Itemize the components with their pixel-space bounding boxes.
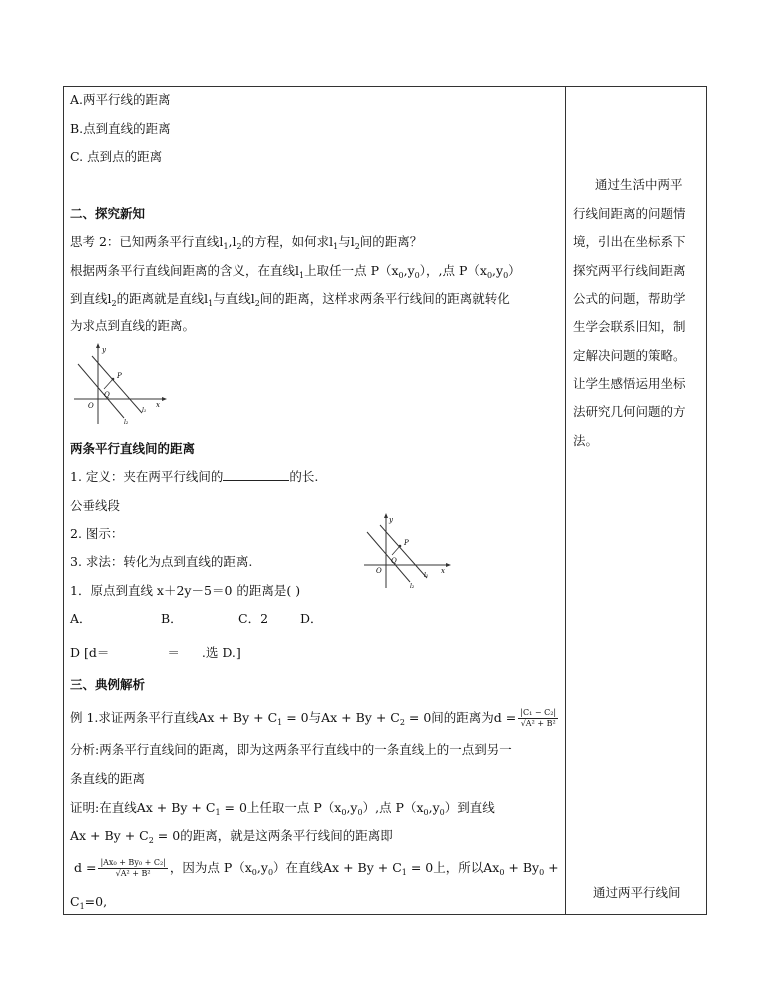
point-distance-formula: $\frac{\text{|Ax₀ + By₀ + C₂|}}{\text{√A² + B²}}$ xyxy=(100,858,166,878)
fill-blank xyxy=(223,468,289,481)
svg-text:l₁: l₁ xyxy=(142,407,147,414)
parallel-lines-figure-2 xyxy=(362,512,452,590)
side-note-6: 生学会联系旧知，制 xyxy=(573,319,686,334)
distance-formula: $\frac{\text{|C₁ − C₂|}}{\text{√A² + B²}}$ xyxy=(520,708,557,728)
option-b: B.点到直线的距离 xyxy=(70,121,171,136)
analysis-line-2: 条直线的距离 xyxy=(70,771,146,786)
paragraph-3: 为求点到直线的距离。 xyxy=(70,318,196,333)
side-note-4: 探究两平行线间距离 xyxy=(573,263,686,278)
svg-text:l₁: l₁ xyxy=(424,572,429,579)
paragraph-2: 到直线$l_2$的距离就是直线$l_1$与直线$l_2$间的距离，这样求两条平行线间的距离就转化 xyxy=(70,291,510,308)
svg-text:x: x xyxy=(441,567,445,575)
definition-item: 1. 定义：夹在两平行线间的 的长. xyxy=(70,469,319,484)
analysis-line-1: 分析:两条平行直线间的距离，即为这两条平行直线中的一条直线上的一点到另一 xyxy=(70,742,512,757)
side-note-5: 公式的问题，帮助学 xyxy=(573,291,686,306)
svg-text:y: y xyxy=(102,346,106,354)
svg-text:x: x xyxy=(156,401,160,409)
side-note-8: 让学生感悟运用坐标 xyxy=(573,376,686,391)
svg-text:Q: Q xyxy=(391,557,397,565)
side-note-bottom: 通过两平行线间 xyxy=(593,885,681,900)
side-note-1: 通过生活中两平 xyxy=(595,177,683,192)
definition-answer: 公垂线段 xyxy=(70,498,121,513)
side-note-7: 定解决问题的策略。 xyxy=(573,348,686,363)
diagram-item: 2. 图示： xyxy=(70,526,124,541)
svg-text:P: P xyxy=(404,539,409,547)
proof-line-4: $C_1=0$, xyxy=(70,894,108,911)
option-c: C. 点到点的距离 xyxy=(70,149,163,164)
method-item: 3. 求法：转化为点到直线的距离. xyxy=(70,554,253,569)
paragraph-1: 根据两条平行直线间距离的含义，在直线$l_1$上取任一点 $P(x_0,y_0)$，,点 $P(x_0,y_0)$ xyxy=(70,263,521,280)
choice-c: C．2 xyxy=(238,611,269,626)
subheading-parallel-distance: 两条平行直线间的距离 xyxy=(70,441,196,456)
exercise-question: 1．原点到直线 x＋2y－5＝0 的距离是( ) xyxy=(70,583,301,598)
parallel-lines-figure-1 xyxy=(72,342,168,428)
side-note-9: 法研究几何问题的方 xyxy=(573,404,686,419)
proof-line-1: 证明:在直线$Ax + By + C_1 = 0$上任取一点 $P(x_0,y_0)$,点 $P(x_0,y_0)$到直线 xyxy=(70,800,495,817)
proof-line-3: d = $\frac{\text{|Ax₀ + By₀ + C₂|}}{\text{√A² + B²}}$ ，因为点 $P(x_0,y_0)$在直线$Ax + By + C_1 = 0$上，所以$Ax_0 + By_0$ + xyxy=(74,858,559,878)
side-note-3: 境，引出在坐标系下 xyxy=(573,234,686,249)
side-note-10: 法。 xyxy=(573,433,599,448)
example-1: 例 1.求证两条平行直线$Ax + By + C_1 = 0$与$Ax + By + C_2 = 0$间的距离为d = $\frac{\text{|C₁ − C₂|}}{\text{√A² + B²}}$ xyxy=(70,708,557,728)
section3-heading: 三、典例解析 xyxy=(70,677,146,692)
svg-text:l₂: l₂ xyxy=(124,419,129,426)
choice-b: B． xyxy=(161,611,183,626)
svg-text:Q: Q xyxy=(104,391,110,399)
choice-d: D． xyxy=(300,611,323,626)
side-note-2: 行线间距离的问题情 xyxy=(573,206,686,221)
svg-text:l₂: l₂ xyxy=(410,583,415,590)
column-divider xyxy=(565,86,566,915)
svg-text:P: P xyxy=(117,372,122,380)
proof-line-2: $Ax + By + C_2 = 0$的距离，就是这两条平行线间的距离即 xyxy=(70,828,393,845)
question-2: 思考 2：已知两条平行直线$l_1,l_2$的方程，如何求$l_1$与$l_2$间的距离？ xyxy=(70,234,423,251)
section2-heading: 二、探究新知 xyxy=(70,206,146,221)
svg-text:O: O xyxy=(88,402,94,410)
choice-a: A． xyxy=(70,611,92,626)
svg-text:y: y xyxy=(389,516,393,524)
svg-text:O: O xyxy=(376,567,382,575)
exercise-answer: D [d＝ ＝ .选 D.] xyxy=(70,645,241,660)
option-a: A.两平行线的距离 xyxy=(70,92,171,107)
